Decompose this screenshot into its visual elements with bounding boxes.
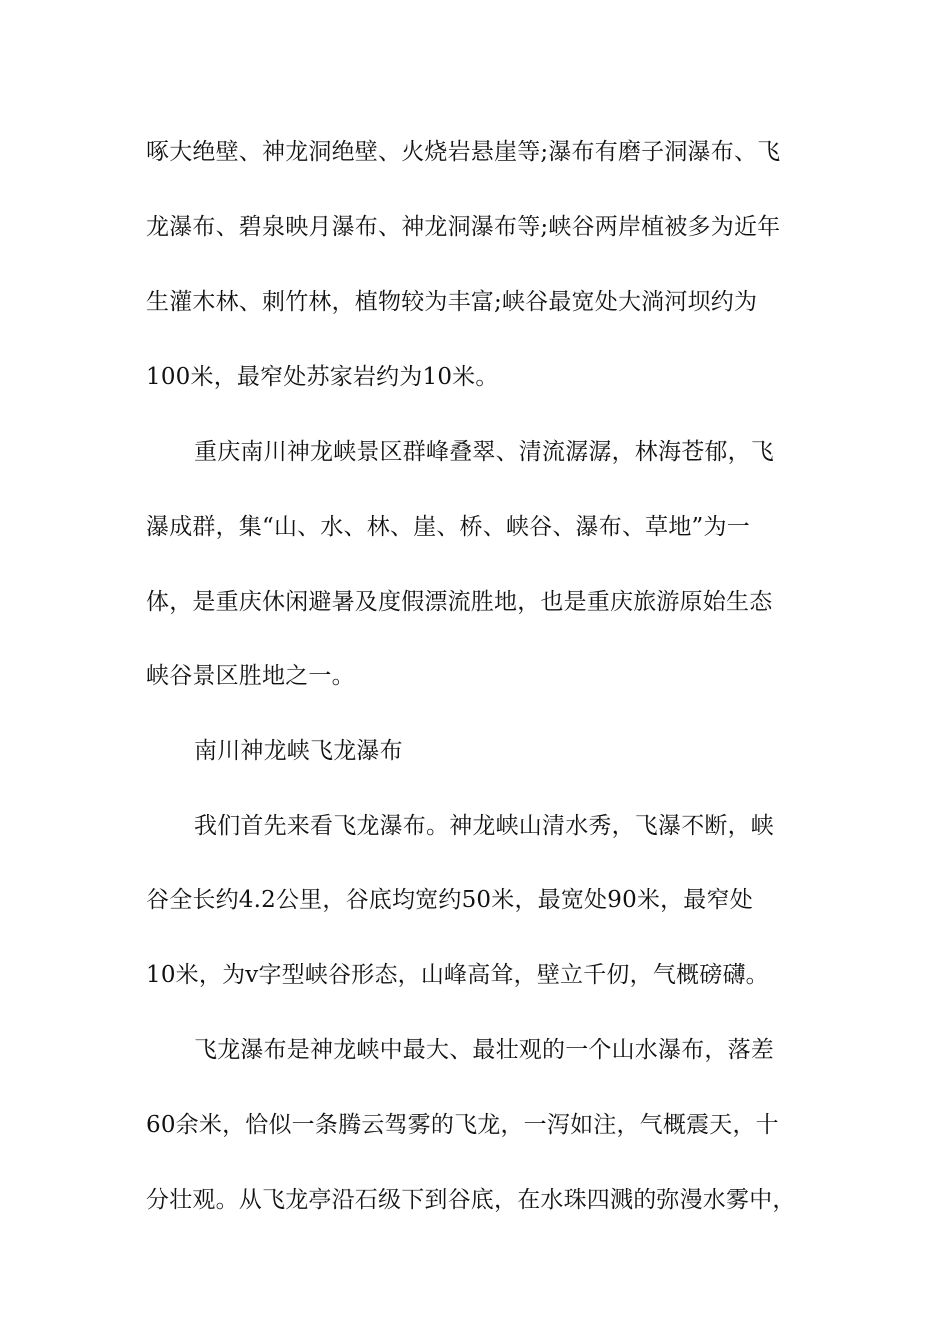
paragraph-2-line-4: 峡谷景区胜地之一。 <box>146 663 355 689</box>
paragraph-2-line-3: 体，是重庆休闲避暑及度假漂流胜地，也是重庆旅游原始生态 <box>146 589 773 615</box>
paragraph-2-line-1: 重庆南川神龙峡景区群峰叠翠、清流潺潺，林海苍郁，飞 <box>194 439 774 465</box>
paragraph-3-line-1: 我们首先来看飞龙瀑布。神龙峡山清水秀，飞瀑不断，峡 <box>194 813 774 839</box>
text-line-2: 龙瀑布、碧泉映月瀑布、神龙洞瀑布等;峡谷两岸植被多为近年 <box>146 214 781 240</box>
paragraph-3-line-3: 10米，为v字型峡谷形态，山峰高耸，壁立千仞，气概磅礴。 <box>146 962 769 988</box>
paragraph-4-line-1: 飞龙瀑布是神龙峡中最大、最壮观的一个山水瀑布，落差 <box>194 1037 774 1063</box>
paragraph-4-line-3: 分壮观。从飞龙亭沿石级下到谷底，在水珠四溅的弥漫水雾中， <box>146 1187 796 1213</box>
text-line-4: 100米，最窄处苏家岩约为10米。 <box>146 364 499 390</box>
paragraph-2-line-2: 瀑成群，集“山、水、林、崖、桥、峡谷、瀑布、草地”为一 <box>146 514 750 540</box>
section-heading: 南川神龙峡飞龙瀑布 <box>194 738 403 764</box>
text-line-3: 生灌木林、刺竹林，植物较为丰富;峡谷最宽处大淌河坝约为 <box>146 289 758 315</box>
paragraph-3-line-2: 谷全长约4.2公里，谷底均宽约50米，最宽处90米，最窄处 <box>146 887 753 913</box>
text-line-1: 啄大绝壁、神龙洞绝壁、火烧岩悬崖等;瀑布有磨子洞瀑布、飞 <box>146 139 781 165</box>
paragraph-4-line-2: 60余米，恰似一条腾云驾雾的飞龙，一泻如注，气概震天，十 <box>146 1112 779 1138</box>
